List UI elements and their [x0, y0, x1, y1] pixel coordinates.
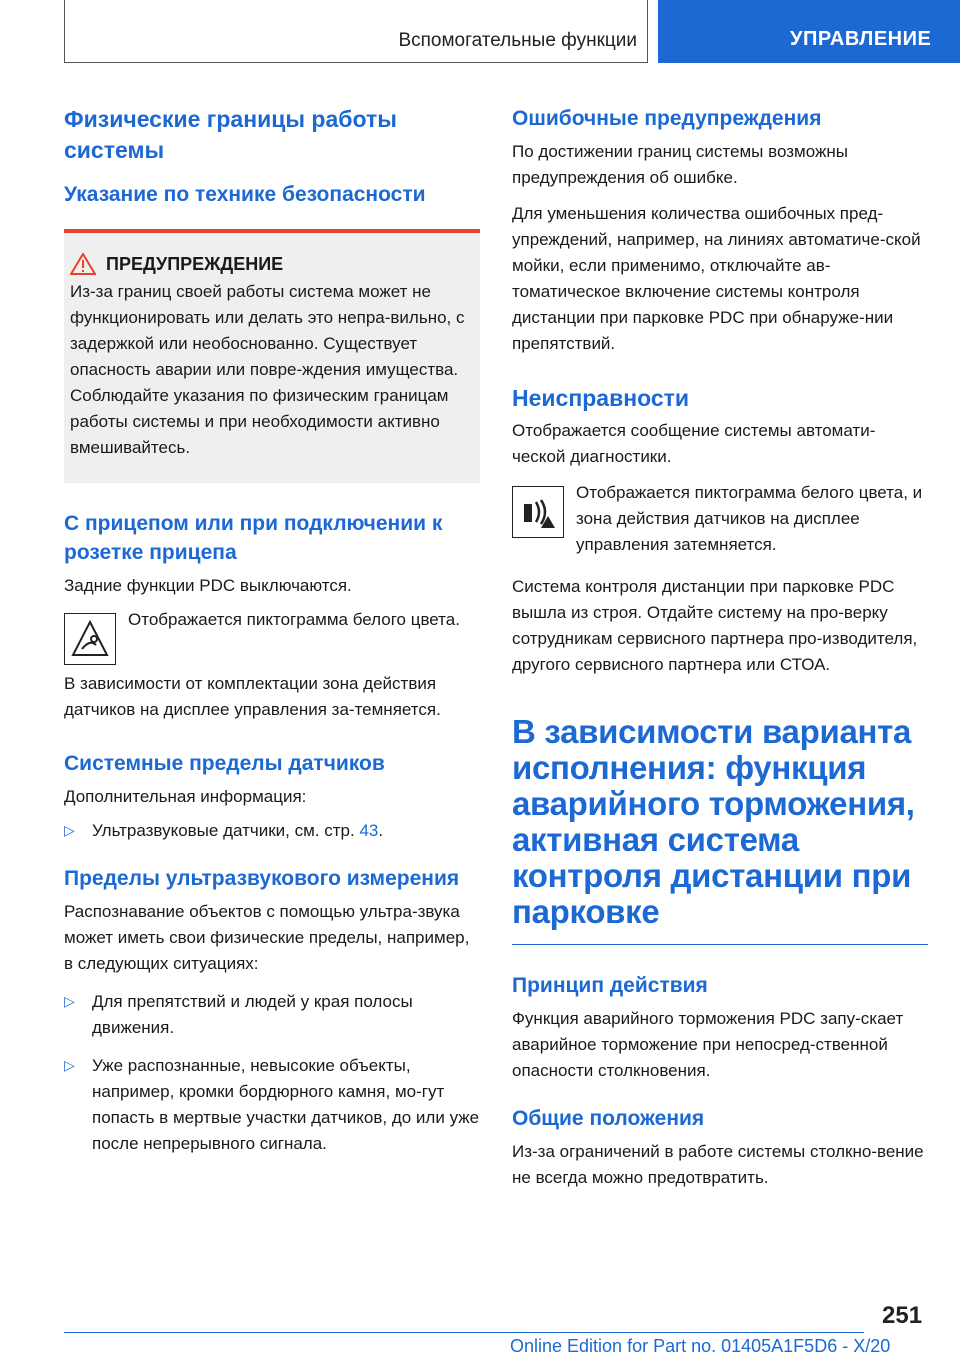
bullet-triangle-icon: ▷: [64, 993, 75, 1009]
pdc-fault-icon: [518, 492, 558, 532]
pdc-fault-pictogram: [512, 486, 564, 538]
malfunction-text2: Система контроля дистанции при парковке PDC вышла из строя. Отдайте систему на про-верку сотрудникам сервисного партнера про-изводителя, другого сервисного партнера или СТОА.: [512, 577, 918, 674]
header-box: [64, 0, 648, 63]
left-column: [64, 104, 480, 1157]
safety-heading: Указание по технике безопасности: [64, 183, 426, 206]
malfunction-heading: Неисправности: [512, 385, 690, 411]
false-warn-heading: Ошибочные предупреждения: [512, 107, 822, 130]
section-heading: Физические границы работы системы: [64, 106, 397, 163]
section-title: Вспомогательные функции: [398, 30, 637, 51]
trailer-icon-text2: В зависимости от комплектации зона действия датчиков на дисплее управления за-темняется.: [64, 674, 441, 719]
trailer-pictogram: [64, 613, 116, 665]
edition-footer: Online Edition for Part no. 01405A1F5D6 - X/20: [510, 1336, 891, 1356]
false-warn-text1: По достижении границ системы возможны предупреждения об ошибке.: [512, 142, 848, 187]
trailer-text: Задние функции PDC выключаются.: [64, 576, 352, 595]
page-number: 251: [882, 1302, 923, 1329]
malfunction-text: Отображается сообщение системы автомати-ческой диагностики.: [512, 421, 876, 466]
general-text: Из-за ограничений в работе системы столкно-вение не всегда можно предотвратить.: [512, 1142, 924, 1187]
list-item: [64, 989, 480, 1041]
trailer-hitch-icon: [70, 619, 110, 659]
trailer-icon-row: [64, 607, 480, 665]
principle-heading: Принцип действия: [512, 974, 708, 997]
bullet-text: Ультразвуковые датчики, см. стр.: [92, 821, 355, 840]
warning-header: [70, 253, 472, 275]
list-item: ▷ Ультразвуковые датчики, см. стр. 43.: [64, 818, 480, 844]
footer-divider: [64, 1332, 864, 1333]
sensor-limits-heading: Системные пределы датчиков: [64, 752, 385, 775]
principle-text: Функция аварийного торможения PDC запу-скает аварийное торможение при непосред-ственной опасности столкновения.: [512, 1009, 904, 1080]
page-link[interactable]: 43: [359, 821, 379, 840]
warning-label: ПРЕДУПРЕЖДЕНИЕ: [106, 253, 284, 274]
bullet-text: Для препятствий и людей у края полосы движения.: [92, 992, 413, 1037]
bullet-triangle-icon: ▷: [64, 1057, 75, 1073]
false-warn-text2: Для уменьшения количества ошибочных пред-упреждений, например, на линиях автоматиче-ской мойки, если применимо, отключайте ав-томатическое включение системы контроля дистанции при парковке PDC при обнаруже-нии препятствий.: [512, 204, 921, 353]
trailer-icon-text: Отображается пиктограмма белого цвета.: [128, 610, 460, 629]
list-item: [64, 1053, 480, 1157]
trailer-heading: С прицепом или при подключении к розетке прицепа: [64, 512, 443, 564]
right-column: [512, 104, 928, 1191]
heading-divider: [512, 944, 928, 945]
warning-text: Из-за границ своей работы система может не функционировать или делать это непра-вильно, с задержкой или необоснованно. Существует опасность аварии или повре-ждения имущества. Соблюдайте указания по физическим границам работы системы и при необходимости активно вмешивайтесь.: [70, 282, 465, 457]
malfunction-icon-row: [512, 480, 928, 558]
sensor-limits-text: Дополнительная информация:: [64, 787, 307, 806]
bullet-triangle-icon: ▷: [64, 822, 75, 838]
warning-box: [64, 229, 480, 483]
malfunction-icon-text: Отображается пиктограмма белого цвета, и зона действия датчиков на дисплее управления затемняется.: [576, 483, 923, 554]
warning-triangle-icon: [70, 253, 96, 275]
chapter-tab[interactable]: УПРАВЛЕНИЕ: [658, 0, 960, 63]
general-heading: Общие положения: [512, 1107, 705, 1130]
ultrasonic-text: Распознавание объектов с помощью ультра-звука может иметь свои физические пределы, например, в следующих ситуациях:: [64, 902, 470, 973]
ultrasonic-heading: Пределы ультразвукового измерения: [64, 867, 460, 890]
bullet-text: Уже распознанные, невысокие объекты, например, кромки бордюрного камня, мо-гут попасть в мертвые участки датчиков, до или уже после непрерывного сигнала.: [92, 1056, 480, 1153]
major-heading: В зависимости варианта исполнения: функция аварийного торможения, активная система контроля дистанции при парковке: [512, 713, 915, 930]
